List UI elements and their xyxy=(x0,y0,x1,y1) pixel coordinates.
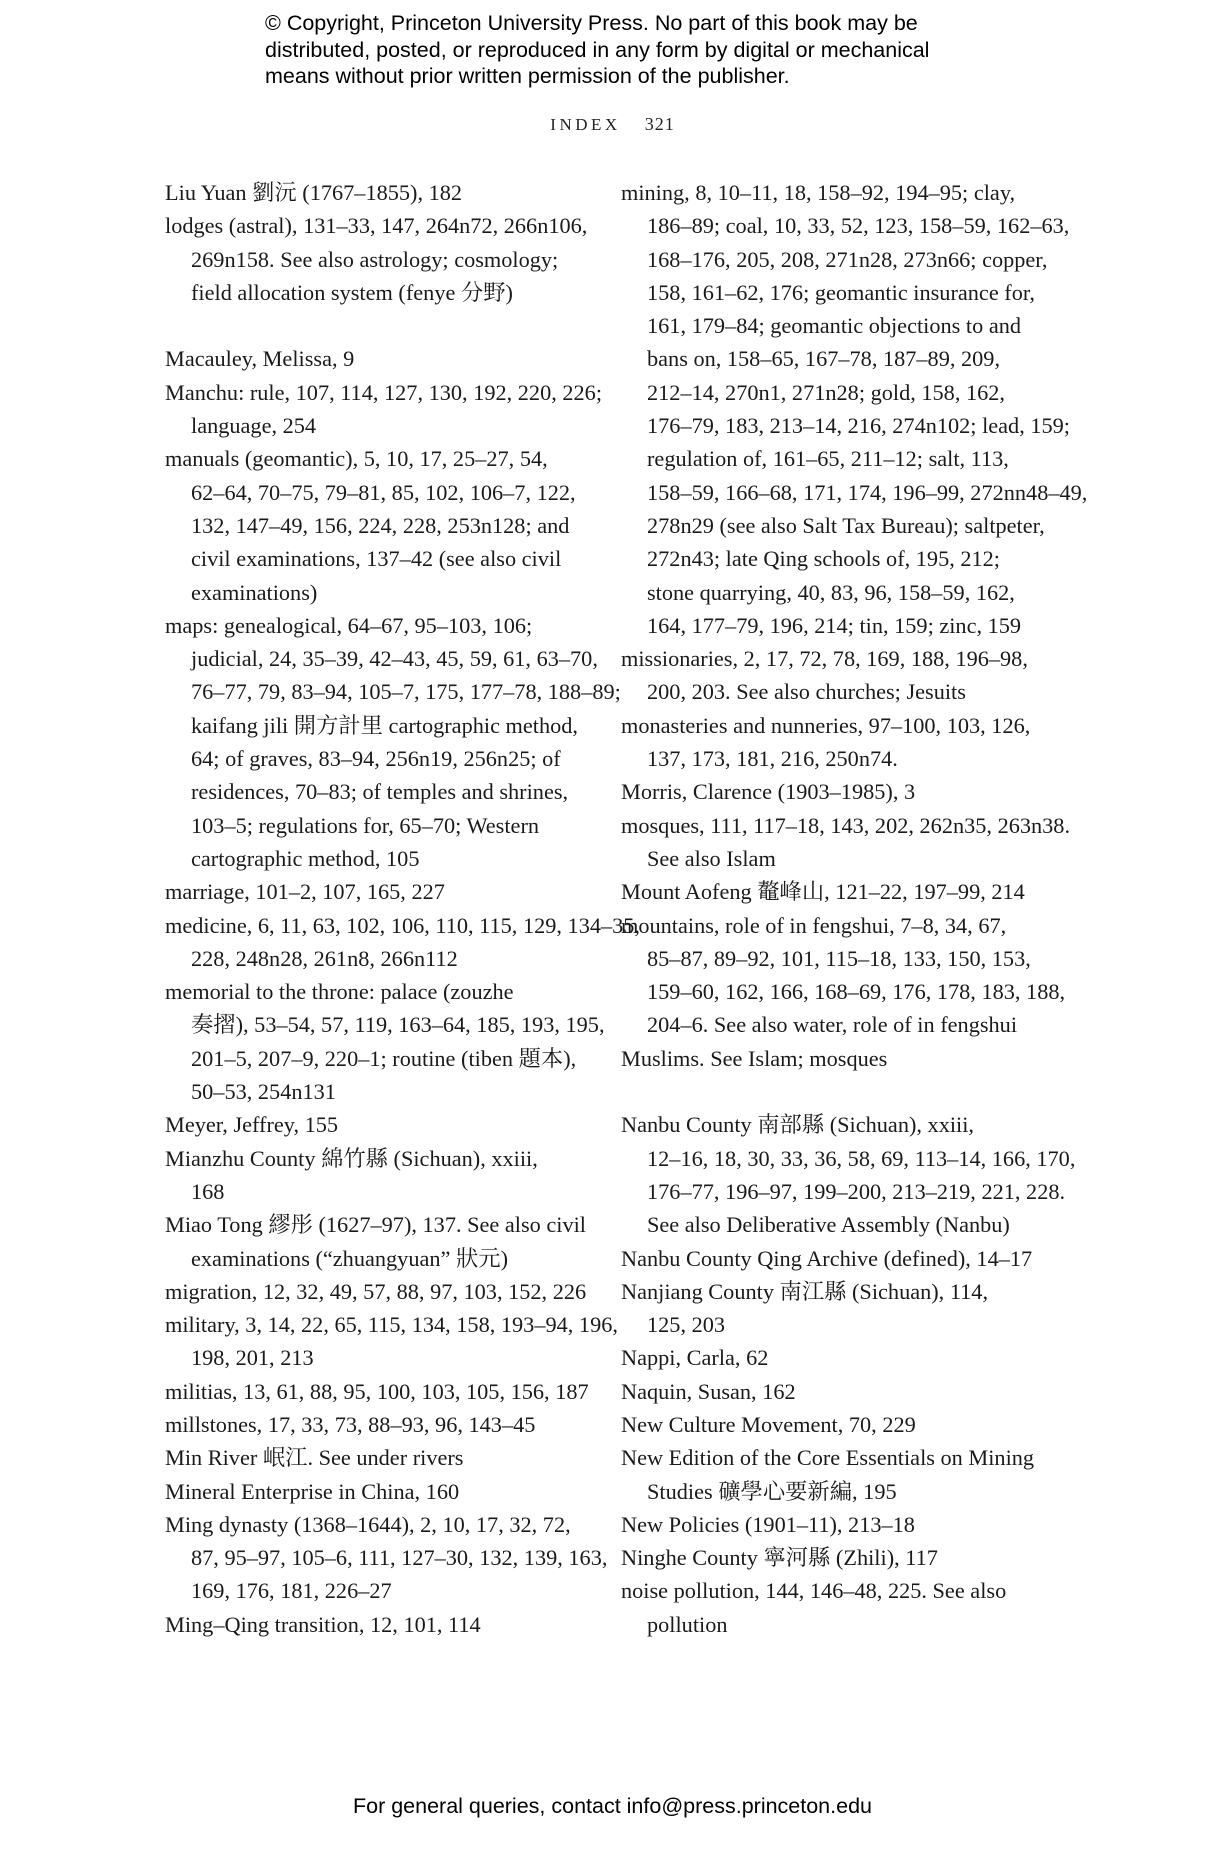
index-entry: Mount Aofeng 鼇峰山, 121–22, 197–99, 214 xyxy=(621,879,1025,905)
section-gap xyxy=(165,309,585,342)
index-entry: Meyer, Jeffrey, 155 xyxy=(165,1112,339,1138)
index-entry: memorial to the throne: palace (zouzhe xyxy=(165,979,514,1005)
index-entry: Manchu: rule, 107, 114, 127, 130, 192, 220, 226; xyxy=(165,379,603,405)
index-entry-continuation: pollution xyxy=(647,1611,728,1637)
index-entry-continuation: See also Deliberative Assembly (Nanbu) xyxy=(647,1212,1010,1238)
index-entry: marriage, 101–2, 107, 165, 227 xyxy=(165,879,445,905)
index-entry-continuation: 269n158. See also astrology; cosmology; xyxy=(191,246,559,272)
index-entry: Muslims. See Islam; mosques xyxy=(621,1045,888,1071)
index-entry-continuation: 168 xyxy=(191,1178,225,1204)
index-entry-continuation: 158–59, 166–68, 171, 174, 196–99, 272nn48–49, xyxy=(647,479,1088,505)
index-entry-continuation: 158, 161–62, 176; geomantic insurance for, xyxy=(647,279,1035,305)
index-entry: Miao Tong 繆彤 (1627–97), 137. See also civil xyxy=(165,1212,587,1238)
index-entry: New Policies (1901–11), 213–18 xyxy=(621,1511,915,1537)
section-gap xyxy=(621,1075,1041,1108)
index-entry-continuation: 228, 248n28, 261n8, 266n112 xyxy=(191,945,458,971)
index-entry-continuation: field allocation system (fenye 分野) xyxy=(191,279,513,305)
index-entry-continuation: 62–64, 70–75, 79–81, 85, 102, 106–7, 122, xyxy=(191,479,576,505)
index-entry-continuation: 201–5, 207–9, 220–1; routine (tiben 題本), xyxy=(191,1045,577,1071)
index-entry-continuation: 64; of graves, 83–94, 256n19, 256n25; of xyxy=(191,746,561,772)
index-entry-continuation: 奏摺), 53–54, 57, 119, 163–64, 185, 193, 195, xyxy=(191,1012,605,1038)
index-entry: Min River 岷江. See under rivers xyxy=(165,1445,464,1471)
index-entry: missionaries, 2, 17, 72, 78, 169, 188, 196–98, xyxy=(621,646,1028,672)
index-entry: Ninghe County 寧河縣 (Zhili), 117 xyxy=(621,1545,938,1571)
index-entry-continuation: stone quarrying, 40, 83, 96, 158–59, 162, xyxy=(647,579,1015,605)
index-entry-continuation: 159–60, 162, 166, 168–69, 176, 178, 183, 188, xyxy=(647,979,1066,1005)
copyright-line: © Copyright, Princeton University Press. No part of this book may be xyxy=(265,11,918,35)
copyright-line: means without prior written permission of the publisher. xyxy=(265,64,790,88)
index-entry-continuation: Studies 礦學心要新編, 195 xyxy=(647,1478,897,1504)
index-entry: Nanjiang County 南江縣 (Sichuan), 114, xyxy=(621,1278,989,1304)
section-title: INDEX xyxy=(550,115,621,134)
index-entry: Macauley, Melissa, 9 xyxy=(165,346,355,372)
index-column-left xyxy=(165,176,641,1641)
index-entry: New Culture Movement, 70, 229 xyxy=(621,1411,916,1437)
index-entry-continuation: civil examinations, 137–42 (see also civil xyxy=(191,546,562,572)
index-entry-continuation: bans on, 158–65, 167–78, 187–89, 209, xyxy=(647,346,1001,372)
index-column-right xyxy=(621,176,1088,1641)
index-entry-continuation: 125, 203 xyxy=(647,1312,726,1338)
index-entry-continuation: 186–89; coal, 10, 33, 52, 123, 158–59, 162–63, xyxy=(647,213,1070,239)
index-entry-continuation: cartographic method, 105 xyxy=(191,845,420,871)
index-entry-continuation: judicial, 24, 35–39, 42–43, 45, 59, 61, 63–70, xyxy=(191,646,598,672)
index-entry-continuation: 168–176, 205, 208, 271n28, 273n66; copper, xyxy=(647,246,1048,272)
index-entry: Nanbu County Qing Archive (defined), 14–17 xyxy=(621,1245,1033,1271)
index-entry: millstones, 17, 33, 73, 88–93, 96, 143–45 xyxy=(165,1411,536,1437)
index-entry-continuation: 161, 179–84; geomantic objections to and xyxy=(647,313,1022,339)
copyright-notice xyxy=(265,10,985,90)
index-entry-continuation: 200, 203. See also churches; Jesuits xyxy=(647,679,966,705)
index-entry: noise pollution, 144, 146–48, 225. See also xyxy=(621,1578,1007,1604)
index-entry-continuation: residences, 70–83; of temples and shrines, xyxy=(191,779,569,805)
index-entry: Naquin, Susan, 162 xyxy=(621,1378,796,1404)
index-entry-continuation: regulation of, 161–65, 211–12; salt, 113, xyxy=(647,446,1009,472)
index-entry: medicine, 6, 11, 63, 102, 106, 110, 115, 129, 134–35, xyxy=(165,912,641,938)
index-entry: Mineral Enterprise in China, 160 xyxy=(165,1478,460,1504)
index-entry: New Edition of the Core Essentials on Mining xyxy=(621,1445,1035,1471)
index-entry-continuation: 272n43; late Qing schools of, 195, 212; xyxy=(647,546,1001,572)
index-entry: Nappi, Carla, 62 xyxy=(621,1345,769,1371)
index-entry-continuation: 76–77, 79, 83–94, 105–7, 175, 177–78, 188–89; xyxy=(191,679,621,705)
index-entry-continuation: 198, 201, 213 xyxy=(191,1345,314,1371)
copyright-line: distributed, posted, or reproduced in any form by digital or mechanical xyxy=(265,37,930,62)
index-entry: Liu Yuan 劉沅 (1767–1855), 182 xyxy=(165,180,463,205)
index-entry: migration, 12, 32, 49, 57, 88, 97, 103, 152, 226 xyxy=(165,1278,587,1304)
running-head xyxy=(0,114,1225,135)
index-entry-continuation: 176–79, 183, 213–14, 216, 274n102; lead, 159; xyxy=(647,413,1070,439)
index-entry: maps: genealogical, 64–67, 95–103, 106; xyxy=(165,612,533,638)
index-entry-continuation: 103–5; regulations for, 65–70; Western xyxy=(191,812,540,838)
index-entry-continuation: 169, 176, 181, 226–27 xyxy=(191,1578,392,1604)
index-entry: mosques, 111, 117–18, 143, 202, 262n35, 263n38. xyxy=(621,812,1071,838)
index-entry-continuation: 212–14, 270n1, 271n28; gold, 158, 162, xyxy=(647,379,1005,405)
page-number: 321 xyxy=(644,114,675,134)
index-entry: Morris, Clarence (1903–1985), 3 xyxy=(621,779,916,805)
index-entry-continuation: See also Islam xyxy=(647,845,776,871)
footer-contact: For general queries, contact info@press.princeton.edu xyxy=(352,1794,872,1818)
index-entry: monasteries and nunneries, 97–100, 103, 126, xyxy=(621,712,1031,738)
index-entry-continuation: 137, 173, 181, 216, 250n74. xyxy=(647,746,898,772)
index-entry-continuation: 176–77, 196–97, 199–200, 213–219, 221, 228. xyxy=(647,1178,1066,1204)
index-entry-continuation: language, 254 xyxy=(191,413,317,439)
index-entry: lodges (astral), 131–33, 147, 264n72, 266n106, xyxy=(165,213,588,239)
index-entry: manuals (geomantic), 5, 10, 17, 25–27, 54, xyxy=(165,446,548,472)
index-entry: mountains, role of in fengshui, 7–8, 34, 67, xyxy=(621,912,1007,938)
index-entry-continuation: 164, 177–79, 196, 214; tin, 159; zinc, 159 xyxy=(647,612,1022,638)
index-entry: military, 3, 14, 22, 65, 115, 134, 158, 193–94, 196, xyxy=(165,1312,618,1338)
index-entry-continuation: examinations (“zhuangyuan” 狀元) xyxy=(191,1245,509,1271)
index-entry-continuation: kaifang jili 開方計里 cartographic method, xyxy=(191,712,578,738)
index-entry: Ming–Qing transition, 12, 101, 114 xyxy=(165,1611,481,1637)
index-entry-continuation: 132, 147–49, 156, 224, 228, 253n128; and xyxy=(191,512,570,538)
index-entry-continuation: 50–53, 254n131 xyxy=(191,1079,336,1105)
index-entry: Nanbu County 南部縣 (Sichuan), xxiii, xyxy=(621,1112,975,1138)
index-entry-continuation: 204–6. See also water, role of in fengshui xyxy=(647,1012,1018,1038)
index-entry: Mianzhu County 綿竹縣 (Sichuan), xxiii, xyxy=(165,1145,538,1171)
index-entry-continuation: 12–16, 18, 30, 33, 36, 58, 69, 113–14, 166, 170, xyxy=(647,1145,1076,1171)
index-entry-continuation: 278n29 (see also Salt Tax Bureau); saltpeter, xyxy=(647,512,1045,538)
index-entry: mining, 8, 10–11, 18, 158–92, 194–95; clay, xyxy=(621,180,1016,205)
index-entry: militias, 13, 61, 88, 95, 100, 103, 105, 156, 187 xyxy=(165,1378,589,1404)
index-entry: Ming dynasty (1368–1644), 2, 10, 17, 32, 72, xyxy=(165,1511,571,1537)
index-entry-continuation: examinations) xyxy=(191,579,318,605)
index-entry-continuation: 85–87, 89–92, 101, 115–18, 133, 150, 153, xyxy=(647,945,1031,971)
index-entry-continuation: 87, 95–97, 105–6, 111, 127–30, 132, 139, 163, xyxy=(191,1545,608,1571)
